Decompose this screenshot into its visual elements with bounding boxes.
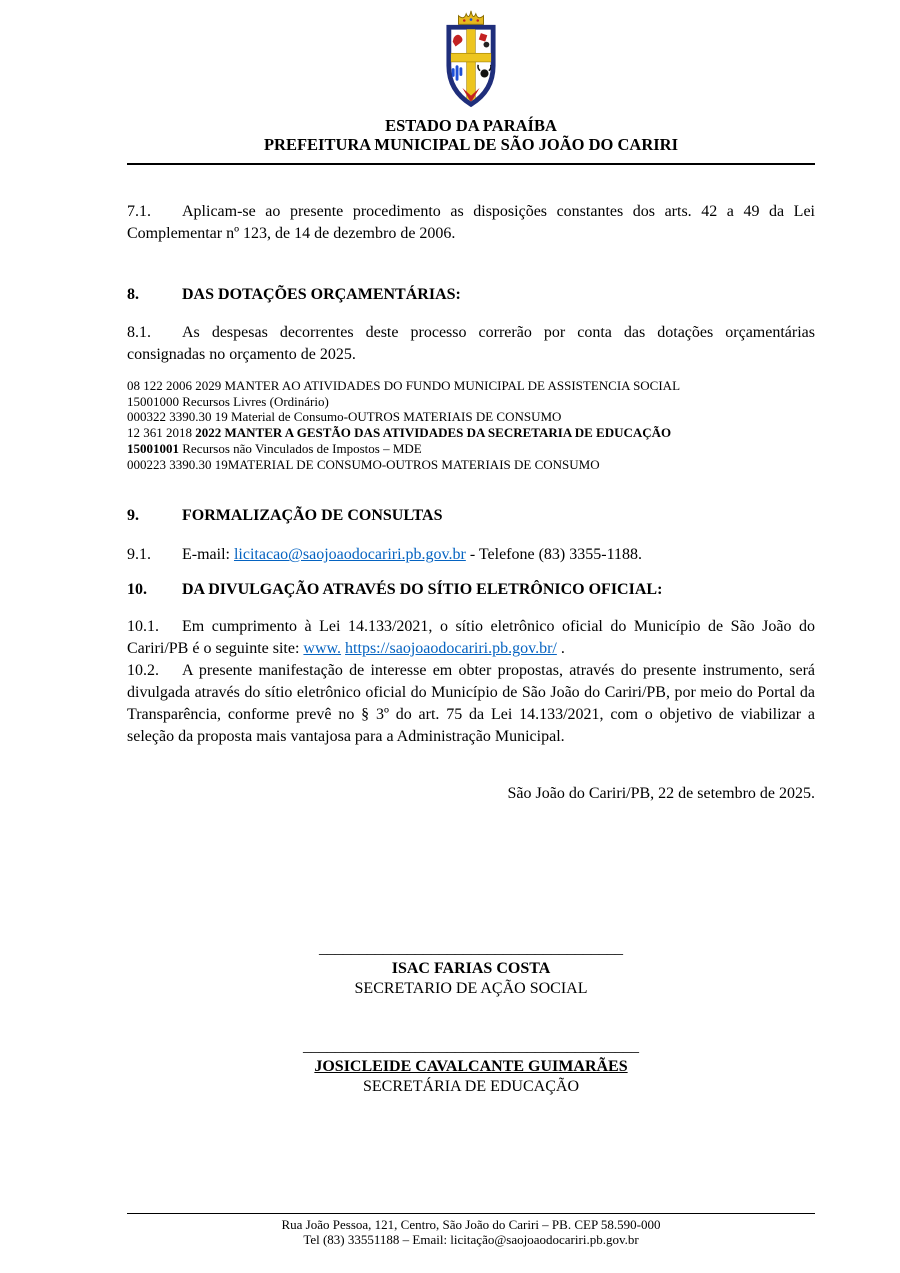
section-heading-10 xyxy=(127,579,815,601)
budget-line xyxy=(127,441,815,457)
header-state-title: ESTADO DA PARAÍBA xyxy=(385,116,557,135)
paragraph-text: - Telefone (83) 3355-1188. xyxy=(465,546,642,564)
paragraph-number: 10.1. xyxy=(127,618,159,636)
paragraph-text: E-mail: xyxy=(182,546,234,564)
signature-name: ISAC FARIAS COSTA xyxy=(391,960,551,978)
budget-line-text: Recursos não Vinculados de Impostos – MDE xyxy=(179,440,422,456)
paragraph-text: A presente manifestação de interesse em obter propostas, através do presente instrumento, será divulgada através do sítio eletrônico oficial do Município de São João do Cariri/PB, por meio do Portal da Transparência, conforme prevê no § 3º do art. 75 da Lei 14.133/2021, com o objetivo de viabilizar a seleção da proposta mais vantajosa para a Administração Municipal. xyxy=(127,662,815,746)
budget-line: 08 122 2006 2029 MANTER AO ATIVIDADES DO FUNDO MUNICIPAL DE ASSISTENCIA SOCIAL xyxy=(127,378,681,393)
budget-line: 15001000 Recursos Livres (Ordinário) xyxy=(127,393,329,409)
coat-of-arms xyxy=(127,0,815,116)
budget-line: 000322 3390.30 19 Material de Consumo-OUTROS MATERIAIS DE CONSUMO xyxy=(127,409,562,425)
municipal-crest-icon xyxy=(438,8,504,112)
heading-number: 9. xyxy=(127,507,139,525)
budget-line-bold-text: 15001001 xyxy=(127,440,179,456)
paragraph-text: . xyxy=(556,640,565,658)
footer-contact: Tel (83) 33551188 – Email: licitação@saojoaodocariri.pb.gov.br xyxy=(303,1232,639,1247)
budget-allocations xyxy=(127,378,815,472)
date-line: São João do Cariri/PB, 22 de setembro de 2025. xyxy=(507,785,815,803)
paragraph-10-1 xyxy=(127,616,815,660)
email-link[interactable]: licitacao@saojoaodocariri.pb.gov.br xyxy=(233,546,466,564)
www-link[interactable]: www. xyxy=(303,640,342,658)
heading-number: 10. xyxy=(127,581,147,599)
section-heading-8 xyxy=(127,284,815,306)
budget-line: 000223 3390.30 19MATERIAL DE CONSUMO-OUTROS MATERIAIS DE CONSUMO xyxy=(127,456,600,472)
site-url-link[interactable]: https://saojoaodocariri.pb.gov.br/ xyxy=(345,640,557,658)
budget-line-text: 12 361 2018 xyxy=(127,425,196,441)
paragraph-number: 7.1. xyxy=(127,203,151,220)
header-divider xyxy=(127,163,815,165)
page-footer xyxy=(127,1213,815,1247)
signature-block-1 xyxy=(127,939,815,999)
signature-title: SECRETÁRIA DE EDUCAÇÃO xyxy=(362,1078,579,1096)
paragraph-number: 9.1. xyxy=(127,546,151,564)
paragraph-7-1 xyxy=(127,201,815,245)
signature-line: __________________________________________ xyxy=(303,1038,639,1056)
footer-address: Rua João Pessoa, 121, Centro, São João do Cariri – PB. CEP 58.590-000 xyxy=(281,1217,661,1232)
paragraph-9-1 xyxy=(127,544,815,566)
paragraph-8-1 xyxy=(127,322,815,366)
paragraph-text: As despesas decorrentes deste processo correrão por conta das dotações orçamentárias consignadas no orçamento de 2025. xyxy=(127,324,815,363)
header-municipality-title: PREFEITURA MUNICIPAL DE SÃO JOÃO DO CARIRI xyxy=(263,135,679,154)
heading-text: FORMALIZAÇÃO DE CONSULTAS xyxy=(182,507,443,525)
heading-text: DAS DOTAÇÕES ORÇAMENTÁRIAS: xyxy=(182,286,461,303)
signature-block-2 xyxy=(127,1037,815,1097)
heading-text: DA DIVULGAÇÃO ATRAVÉS DO SÍTIO ELETRÔNICO OFICIAL: xyxy=(182,581,663,599)
paragraph-number: 8.1. xyxy=(127,324,151,341)
budget-line xyxy=(127,425,815,441)
paragraph-text: Aplicam-se ao presente procedimento as disposições constantes dos arts. 42 a 49 da Lei Complementar nº 123, de 14 de dezembro de 2006. xyxy=(127,203,815,242)
heading-number: 8. xyxy=(127,286,139,303)
paragraph-10-2 xyxy=(127,660,815,748)
signature-name: JOSICLEIDE CAVALCANTE GUIMARÃES xyxy=(314,1058,628,1076)
signature-title: SECRETARIO DE AÇÃO SOCIAL xyxy=(354,980,588,998)
section-heading-9 xyxy=(127,505,815,527)
signature-line: ______________________________________ xyxy=(319,940,623,958)
paragraph-number: 10.2. xyxy=(127,662,159,680)
paragraph-text: Em cumprimento à Lei 14.133/2021, o sítio eletrônico oficial do Município de São João do Cariri/PB é o seguinte site: xyxy=(127,618,815,658)
budget-line-bold-text: 2022 MANTER A GESTÃO DAS ATIVIDADES DA SECRETARIA DE EDUCAÇÃO xyxy=(195,425,672,441)
